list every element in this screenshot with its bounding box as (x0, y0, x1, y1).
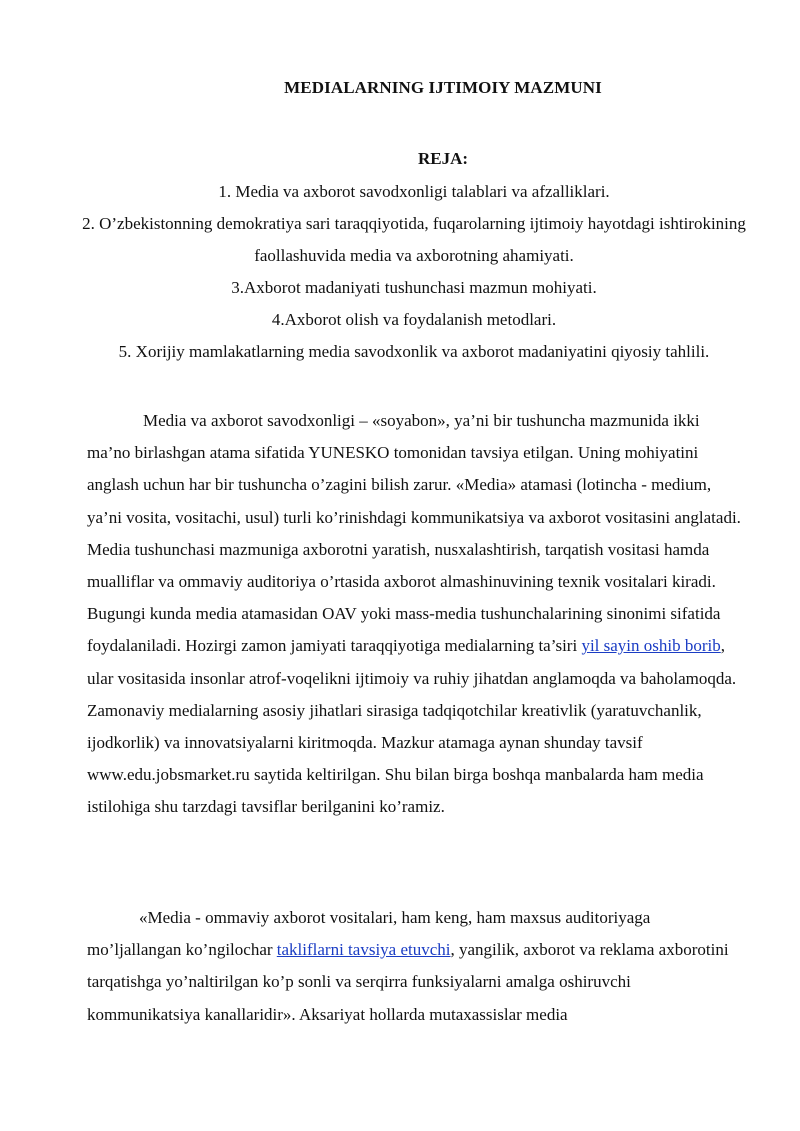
paragraph-text: , yangilik, axborot va reklama axborotini tarqatishga yo’naltirilgan ko’p sonli va serqirra funksiyalarni amalga oshiruvchi kommunikatsiya kanallaridir». Aksariyat hollarda mutaxassislar media (87, 940, 729, 1024)
plan-item: 5. Xorijiy mamlakatlarning media savodxonlik va axborot madaniyatini qiyosiy tahlili. (118, 342, 710, 361)
plan-item: 4.Axborot olish va foydalanish metodlari. (271, 310, 557, 329)
inline-link[interactable]: takliflarni tavsiya etuvchi (276, 940, 451, 960)
paragraph-text: Media va axborot savodxonligi – «soyabon», ya’ni bir tushuncha mazmunida ikki ma’no birlashgan atama sifatida YUNESKO tomonidan tavsiya etilgan. Uning mohiyatini anglash uchun har bir tushuncha o’zagini bilish zarur. «Media» atamasi (lotincha - medium, ya’ni vosita, vositachi, usul) turli ko’rinishdagi kommunikatsiya va axborot vositasini anglatadi. Media tushunchasi mazmuniga axborotni yaratish, nusxalashtirish, tarqatish vositasi hamda mualliflar va ommaviy auditoriya o’rtasida axborot almashinuvining texnik vositalari kiradi. Bugungi kunda media atamasidan OAV yoki mass-media tushunchalarining sinonimi sifatida foydalaniladi. Hozirgi zamon jamiyati taraqqiyotiga medialarning ta’siri (87, 411, 741, 656)
plan-item: 1. Media va axborot savodxonligi talablari va afzalliklari. (218, 182, 610, 201)
body-paragraph (87, 902, 747, 1031)
plan-list (70, 176, 758, 368)
plan-item: 2. O’zbekistonning demokratiya sari taraqqiyotida, fuqarolarning ijtimoiy hayotdagi ishtirokining faollashuvida media va axborotning ahamiyati. (82, 214, 746, 265)
paragraph-text: , ular vositasida insonlar atrof-voqelikni ijtimoiy va ruhiy jihatdan anglamoqda va baholamoqda. Zamonaviy medialarning asosiy jihatlari sirasiga tadqiqotchilar kreativlik (yaratuvchanlik, ijodkorlik) va innovatsiyalarni kiritmoqda. Mazkur atamaga aynan shunday tavsif www.edu.jobsmarket.ru saytida keltirilgan. Shu bilan birga boshqa manbalarda ham media istilohiga shu tarzdagi tavsiflar berilganini ko’ramiz. (87, 636, 737, 817)
inline-link[interactable]: yil sayin oshib borib (581, 636, 721, 656)
document-title: MEDIALARNING IJTIMOIY MAZMUNI (284, 78, 602, 97)
body-paragraph (87, 405, 747, 824)
plan-item: 3.Axborot madaniyati tushunchasi mazmun mohiyati. (231, 278, 597, 297)
paragraph-text: «Media - ommaviy axborot vositalari, ham keng, ham maxsus auditoriyaga mo’ljallangan ko’ngilochar (87, 908, 651, 960)
plan-heading: REJA: (417, 149, 469, 168)
